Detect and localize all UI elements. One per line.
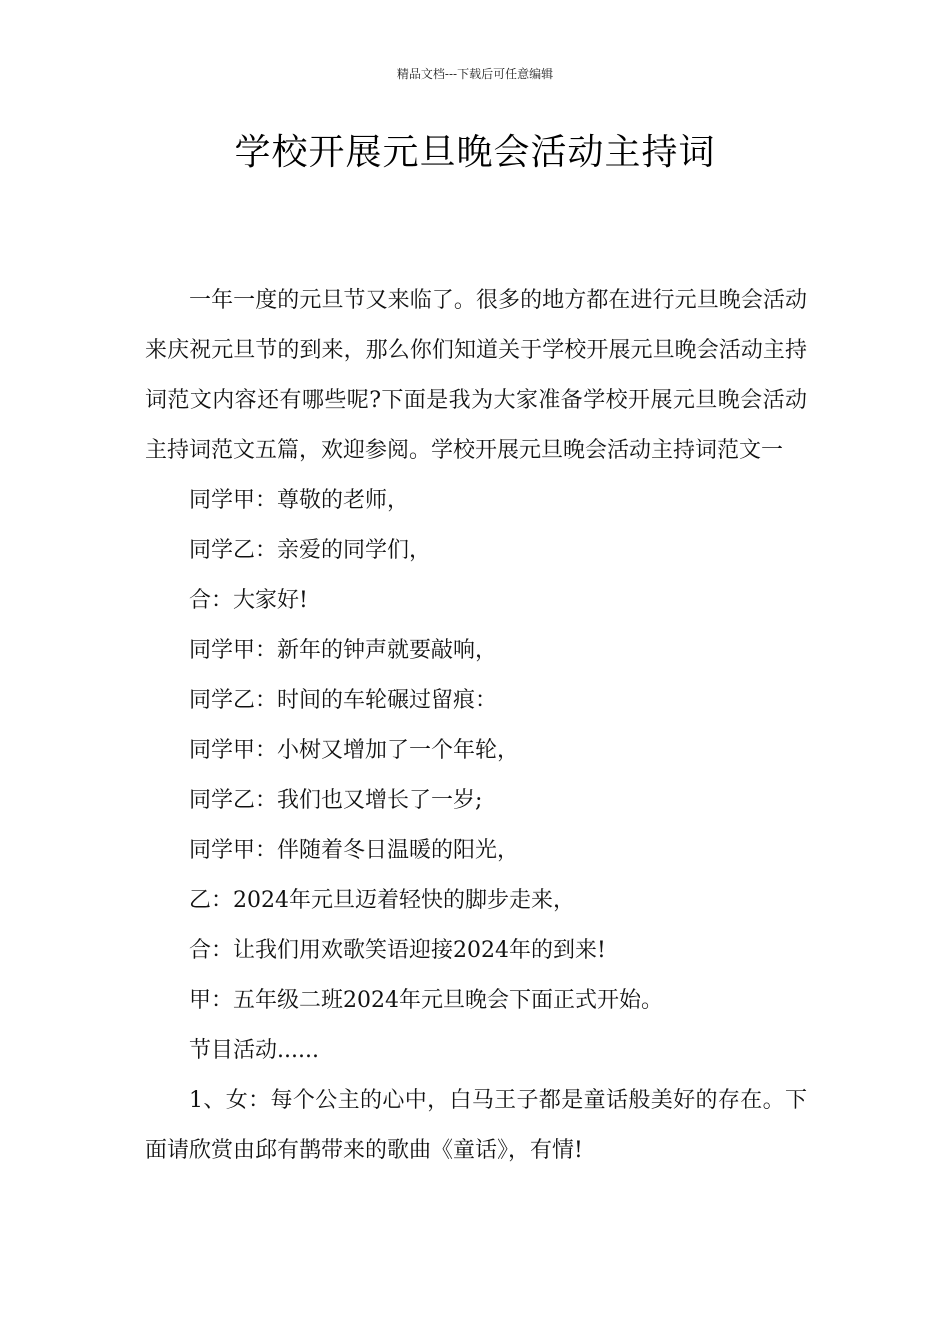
paragraph: 合：大家好! bbox=[189, 588, 308, 613]
paragraph: 节目活动...... bbox=[189, 1038, 319, 1063]
paragraph: 同学乙：我们也又增长了一岁; bbox=[189, 788, 483, 813]
header-note: 精品文档---下载后可任意编辑 bbox=[396, 67, 554, 81]
document-body bbox=[145, 276, 807, 1176]
paragraph: 合：让我们用欢歌笑语迎接2024年的到来! bbox=[189, 938, 606, 963]
paragraph: 同学甲：小树又增加了一个年轮， bbox=[189, 738, 520, 763]
paragraph: 甲：五年级二班2024年元旦晚会下面正式开始。 bbox=[189, 988, 663, 1013]
paragraph: 乙：2024年元旦迈着轻快的脚步走来， bbox=[189, 888, 575, 913]
paragraph: 同学甲：新年的钟声就要敲响， bbox=[189, 638, 498, 663]
paragraph: 同学甲：伴随着冬日温暖的阳光， bbox=[189, 838, 520, 863]
paragraph-intro: 一年一度的元旦节又来临了。很多的地方都在进行元旦晚会活动来庆祝元旦节的到来，那么你们知道关于学校开展元旦晚会活动主持词范文内容还有哪些呢?下面是我为大家准备学校开展元旦晚会活动主持词范文五篇，欢迎参阅。学校开展元旦晚会活动主持词范文一 bbox=[145, 288, 807, 463]
paragraph: 1、女：每个公主的心中，白马王子都是童话般美好的存在。下面请欣赏由邱有鹊带来的歌曲《童话》，有情! bbox=[145, 1088, 807, 1163]
document-title: 学校开展元旦晚会活动主持词 bbox=[234, 132, 716, 173]
paragraph: 同学乙：时间的车轮碾过留痕： bbox=[189, 688, 498, 713]
paragraph: 同学甲：尊敬的老师， bbox=[189, 488, 410, 513]
paragraph: 同学乙：亲爱的同学们， bbox=[189, 538, 432, 563]
